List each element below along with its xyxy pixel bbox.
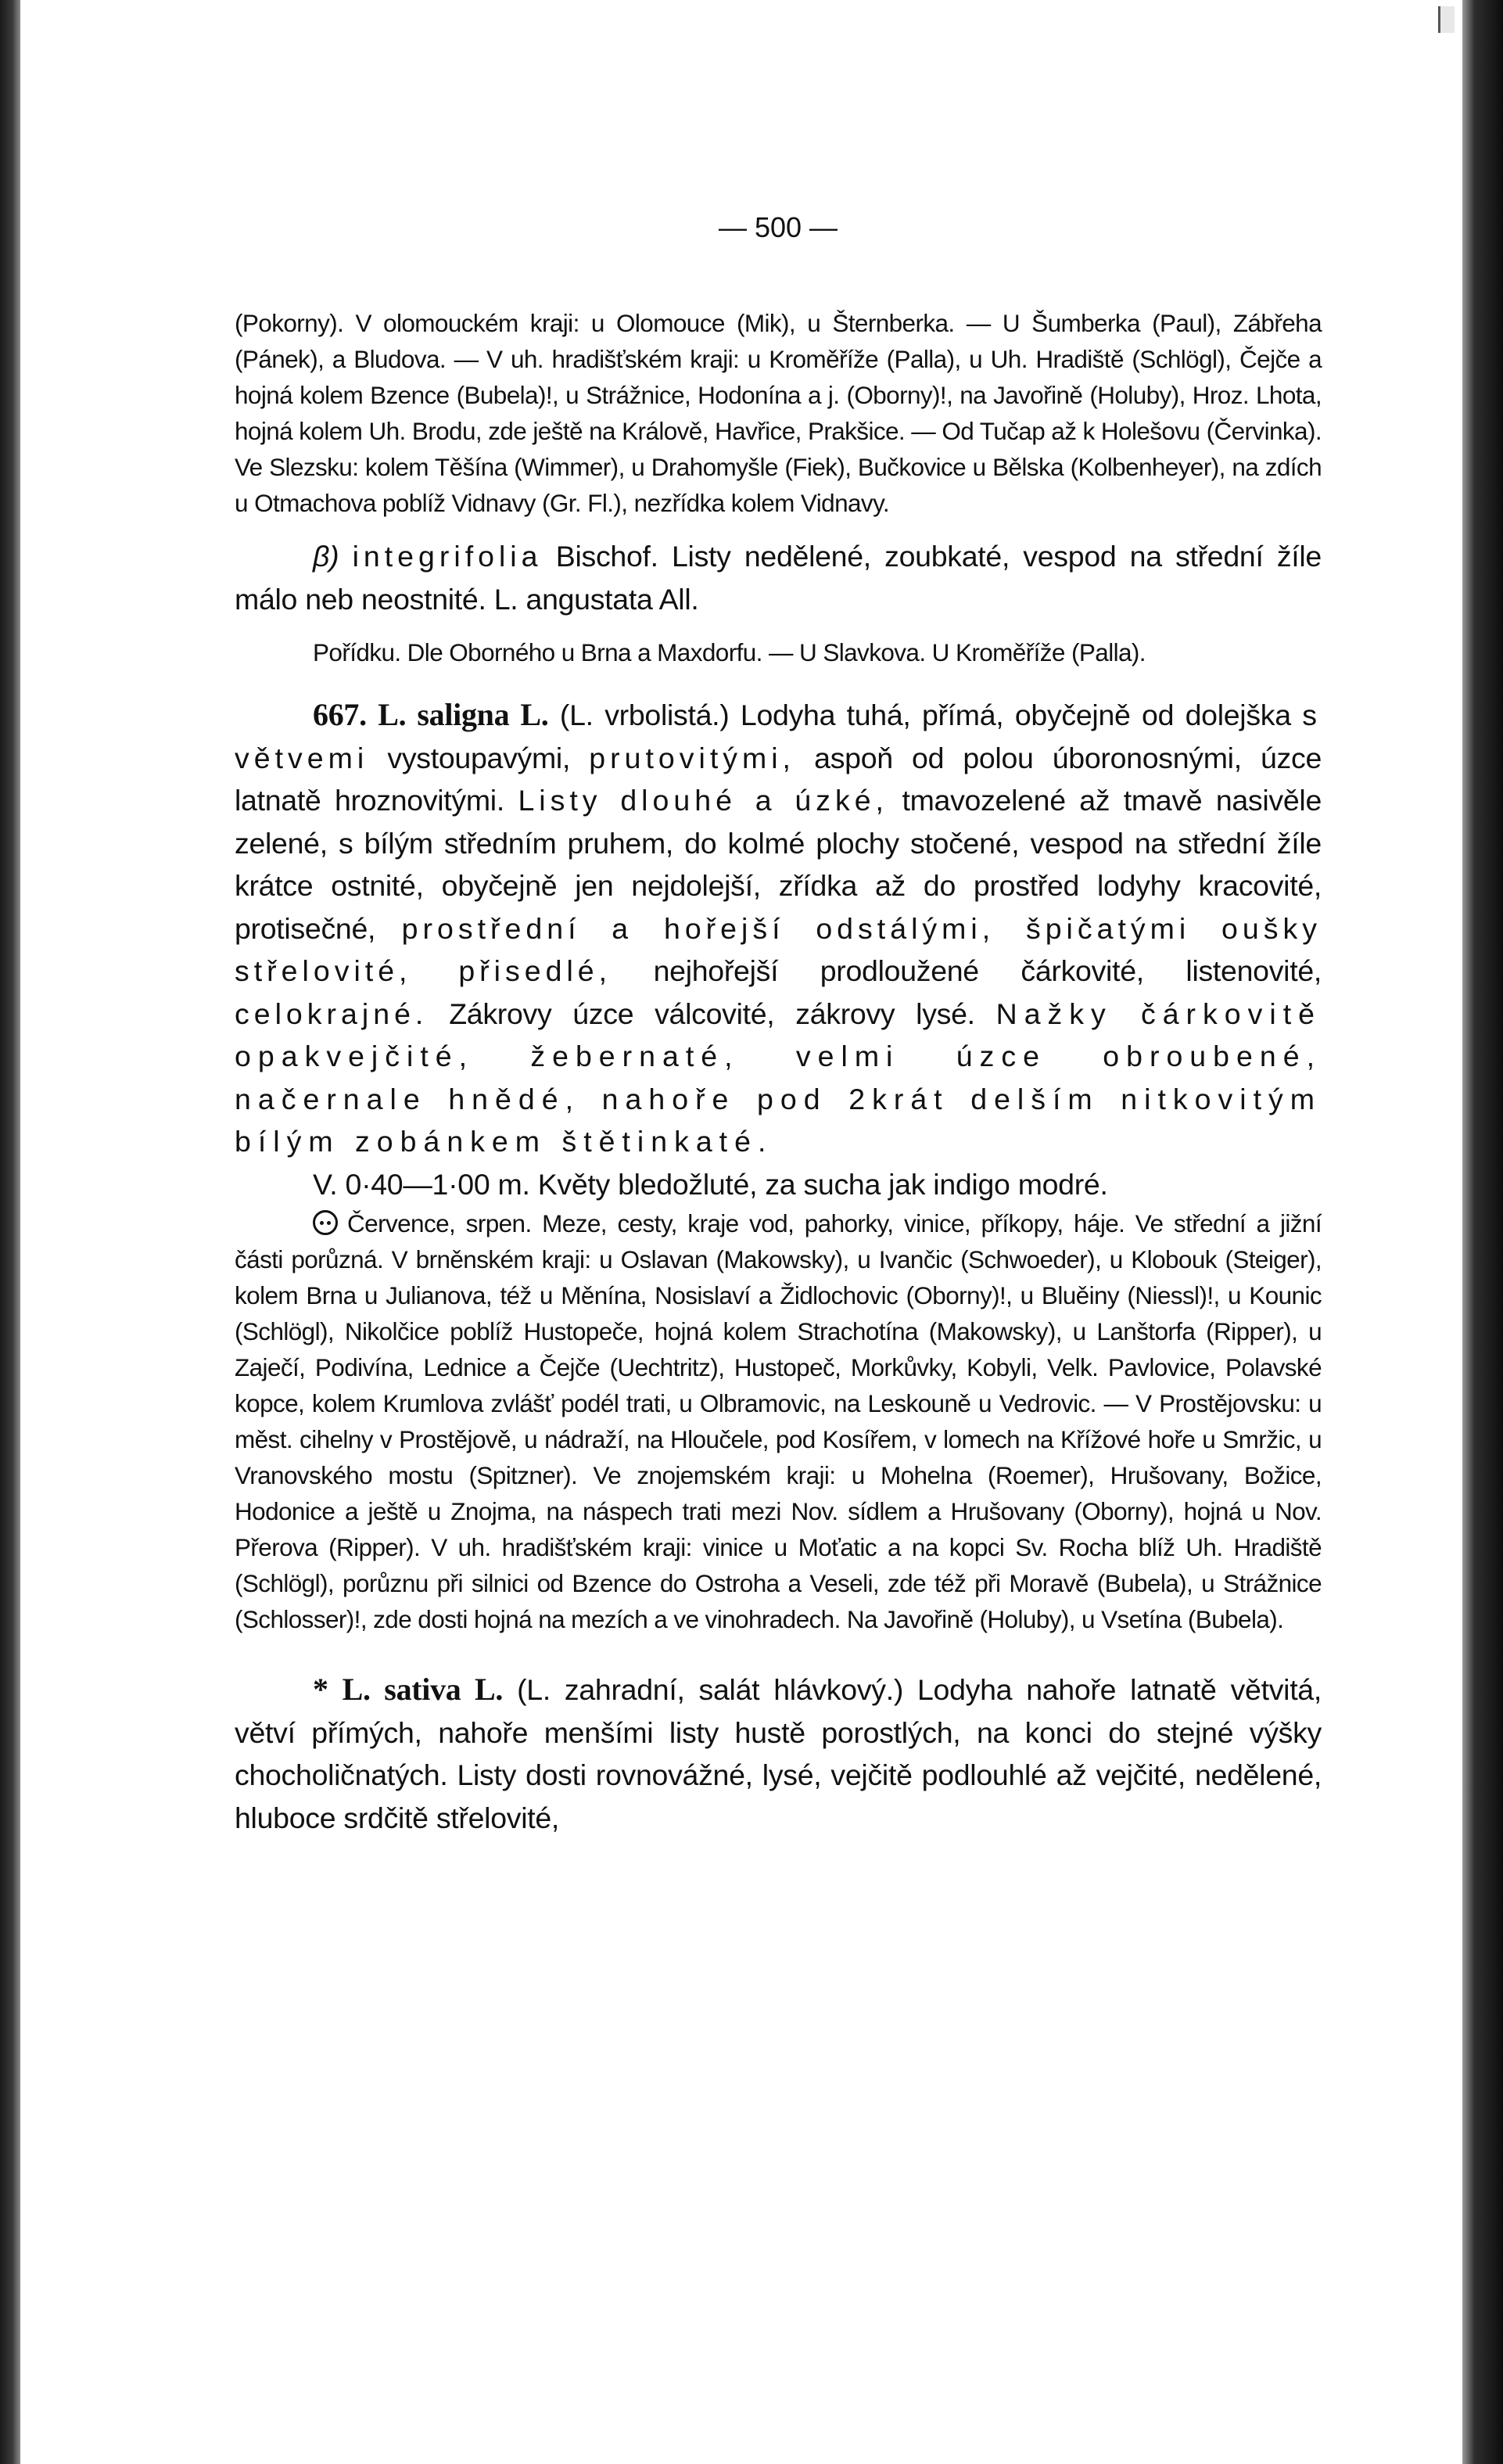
scan-right-edge <box>1462 0 1503 2464</box>
species-czech-name: (L. vrbolistá.) <box>559 699 730 731</box>
description-text: aspoň od polou úboronosnými, úzce latnatě hroznovitými. <box>235 741 1322 817</box>
description-spaced: Listy dlouhé a úzké, <box>518 784 888 817</box>
species-name: L. saligna L. <box>378 697 549 732</box>
description-spaced: celokrajné. <box>235 997 429 1030</box>
scan-left-edge <box>0 0 20 2464</box>
variety-name: integrifolia <box>352 540 543 573</box>
paragraph-variety-locality: Pořídku. Dle Oborného u Brna a Maxdorfu. — U Slavkova. U Kroměříže (Palla). <box>313 638 1146 666</box>
description-text: tmavozelené až tmavě nasivěle zelené, s bílým středním pruhem, do kolmé plochy stočené, vespod na střední žíle krátce ostnité, obyčejně jen nejdolejší, zřídka až do prostřed lodyhy kracovité, protisečné, <box>235 784 1322 945</box>
species-number: 667. <box>313 697 367 732</box>
description-text: vystoupavými, <box>387 741 571 774</box>
cultivated-star-icon: * <box>313 1672 328 1707</box>
species-name: L. sativa L. <box>342 1672 504 1707</box>
description-text: nejhořejší prodloužené čárkovité, listenovité, <box>653 954 1322 987</box>
biennial-symbol-icon <box>313 1210 338 1235</box>
book-page <box>235 211 1322 1839</box>
scan-corner-mark <box>1438 6 1455 33</box>
paragraph-variety-beta <box>235 535 1322 620</box>
paragraph-habitat <box>235 1205 1322 1637</box>
description-text: Zákrovy úzce válcovité, zákrovy lysé. <box>449 997 975 1030</box>
species-czech-name: (L. zahradní, salát hlávkový.) <box>517 1673 904 1706</box>
variety-marker: β) <box>313 540 339 573</box>
description-spaced: s větvemi <box>235 699 1322 774</box>
page-number: — 500 — <box>718 211 838 243</box>
description-spaced: prostřední a hořejší odstálými, špičatými oušky střelovité, přisedlé, <box>235 911 1322 987</box>
description-spaced: prutovitými, <box>589 741 795 774</box>
variety-author: Bischof. <box>555 540 658 573</box>
paragraph-species-667 <box>235 694 1322 1163</box>
habitat-text: Července, srpen. Meze, cesty, kraje vod, pahorky, vinice, příkopy, háje. Ve střední a jižní části porůzná. V brněnském kraji: u Oslavan (Makowsky), u Ivančic (Schwoeder), u Klobouk (Steiger), kolem Brna u Julianova, též u Měnína, Nosislaví a Židlochovic (Oborny)!, u Bluěiny (Niessl)!, u Kounic (Schlögl), Nikolčice poblíž Hustopeče, hojná kolem Strachotína (Makowsky), u Lanštorfa (Ripper), u Zaječí, Podivína, Lednice a Čejče (Uechtritz), Hustopeč, Morkůvky, Kobyli, Velk. Pavlovice, Polavské kopce, kolem Krumlova zvlášť podél trati, u Olbramovic, na Leskouně u Vedrovic. — V Prostějovsku: u měst. cihelny v Prostějově, u nádraží, na Hloučele, pod Kosířem, v lomech na Křížové hoře u Smržic, u Vranovského mostu (Spitzner). Ve znojemském kraji: u Mohelna (Roemer), Hrušovany, Božice, Hodonice a ještě u Znojma, na náspech trati mezi Nov. sídlem a Hrušovany (Oborny), hojná u Nov. Přerova (Ripper). V uh. hradišťském kraji: vinice u Moťatic a na kopci Sv. Rocha blíž Uh. Hradiště (Schlögl), porůznu při silnici od Bzence do Ostroha a Veseli, zde též při Moravě (Bubela), u Strážnice (Schlosser)!, zde dosti hojná na mezích a ve vinohradech. Na Javořině (Holuby), u Vsetína (Bubela). <box>235 1209 1322 1633</box>
description-text: Lodyha tuhá, přímá, obyčejně od dolejška <box>740 699 1291 731</box>
paragraph-flower: V. 0·40—1·00 m. Květy bledožluté, za sucha jak indigo modré. <box>313 1167 1108 1201</box>
description-spaced: Nažky čárkovitě opakvejčité, žebernaté, velmi úzce obroubené, načernale hnědé, nahoře pod 2krát delším nitkovitým bílým zobánkem štětinkaté. <box>235 997 1322 1158</box>
paragraph-localities: (Pokorny). V olomouckém kraji: u Olomouce (Mik), u Šternberka. — U Šumberka (Paul), Zábřeha (Pánek), a Bludova. — V uh. hradišťském kraji: u Kroměříže (Palla), u Uh. Hradiště (Schlögl), Čejče a hojná kolem Bzence (Bubela)!, u Strážnice, Hodonína a j. (Oborny)!, na Javořině (Holuby), Hroz. Lhota, hojná kolem Uh. Brodu, zde ještě na Králově, Havřice, Prakšice. — Od Tučap až k Holešovu (Červinka). Ve Slezsku: kolem Těšína (Wimmer), u Drahomyšle (Fiek), Bučkovice u Bělska (Kolbenheyer), na zdích u Otmachova poblíž Vidnavy (Gr. Fl.), nezřídka kolem Vidnavy. <box>235 309 1322 517</box>
species-description: Lodyha nahoře latnatě větvitá, větví přímých, nahoře menšími listy hustě porostlých, na konci do stejné výšky chocholičnatých. Listy dosti rovnovážné, lysé, vejčitě podlouhlé až vejčité, nedělené, hluboce srdčitě střelovité, <box>235 1673 1322 1834</box>
variety-description: Listy nedělené, zoubkaté, vespod na střední žíle málo neb neostnité. L. angustata All. <box>235 540 1322 616</box>
paragraph-species-sativa <box>235 1668 1322 1839</box>
